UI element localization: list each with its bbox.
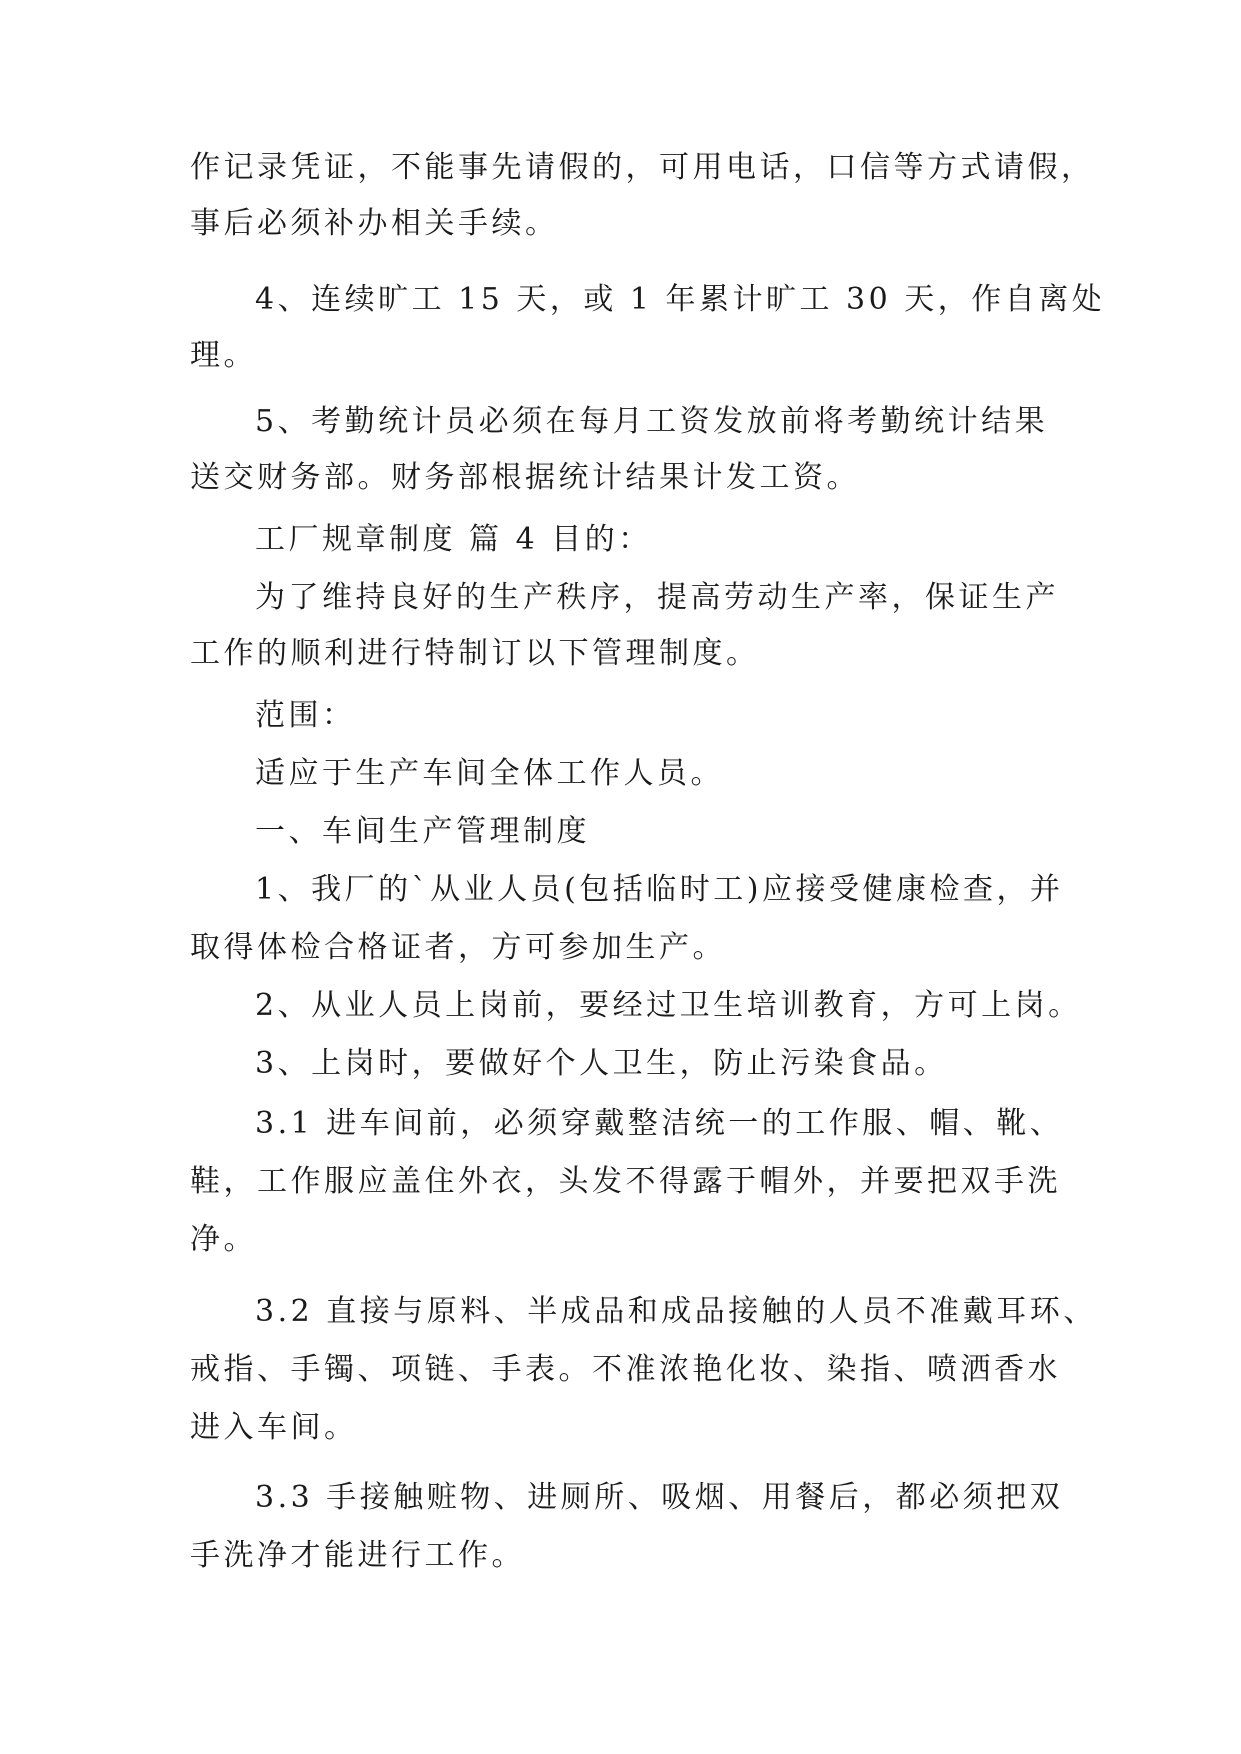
text-line: 工作的顺利进行特制订以下管理制度。 (190, 636, 760, 671)
text-line: 3.3 手接触赃物、进厕所、吸烟、用餐后，都必须把双 (255, 1480, 1064, 1515)
text-line: 鞋，工作服应盖住外衣，头发不得露于帽外，并要把双手洗 (190, 1164, 1061, 1199)
text-line: 取得体检合格证者，方可参加生产。 (190, 930, 726, 965)
text-line: 作记录凭证，不能事先请假的，可用电话，口信等方式请假， (190, 150, 1095, 185)
text-line: 戒指、手镯、项链、手表。不准浓艳化妆、染指、喷洒香水 (190, 1352, 1061, 1387)
text-line: 范围： (255, 698, 356, 733)
subsection-heading: 一、车间生产管理制度 (255, 814, 590, 849)
text-line: 理。 (190, 338, 257, 373)
text-line: 4、连续旷工 15 天，或 1 年累计旷工 30 天，作自离处 (255, 282, 1106, 317)
section-heading: 工厂规章制度 篇 4 目的： (255, 522, 652, 557)
text-line: 手洗净才能进行工作。 (190, 1538, 525, 1573)
text-line: 3.2 直接与原料、半成品和成品接触的人员不准戴耳环、 (255, 1294, 1097, 1329)
text-line: 2、从业人员上岗前，要经过卫生培训教育，方可上岗。 (255, 988, 1082, 1023)
text-line: 3.1 进车间前，必须穿戴整洁统一的工作服、帽、靴、 (255, 1106, 1064, 1141)
text-line: 5、考勤统计员必须在每月工资发放前将考勤统计结果 (255, 404, 1049, 439)
text-line: 净。 (190, 1222, 257, 1257)
text-line: 进入车间。 (190, 1410, 358, 1445)
text-line: 为了维持良好的生产秩序，提高劳动生产率，保证生产 (255, 580, 1059, 615)
text-line: 事后必须补办相关手续。 (190, 206, 559, 241)
text-line: 3、上岗时，要做好个人卫生，防止污染食品。 (255, 1046, 948, 1081)
text-line: 适应于生产车间全体工作人员。 (255, 756, 724, 791)
text-line: 1、我厂的`从业人员(包括临时工)应接受健康检查，并 (255, 872, 1064, 907)
text-line: 送交财务部。财务部根据统计结果计发工资。 (190, 460, 860, 495)
